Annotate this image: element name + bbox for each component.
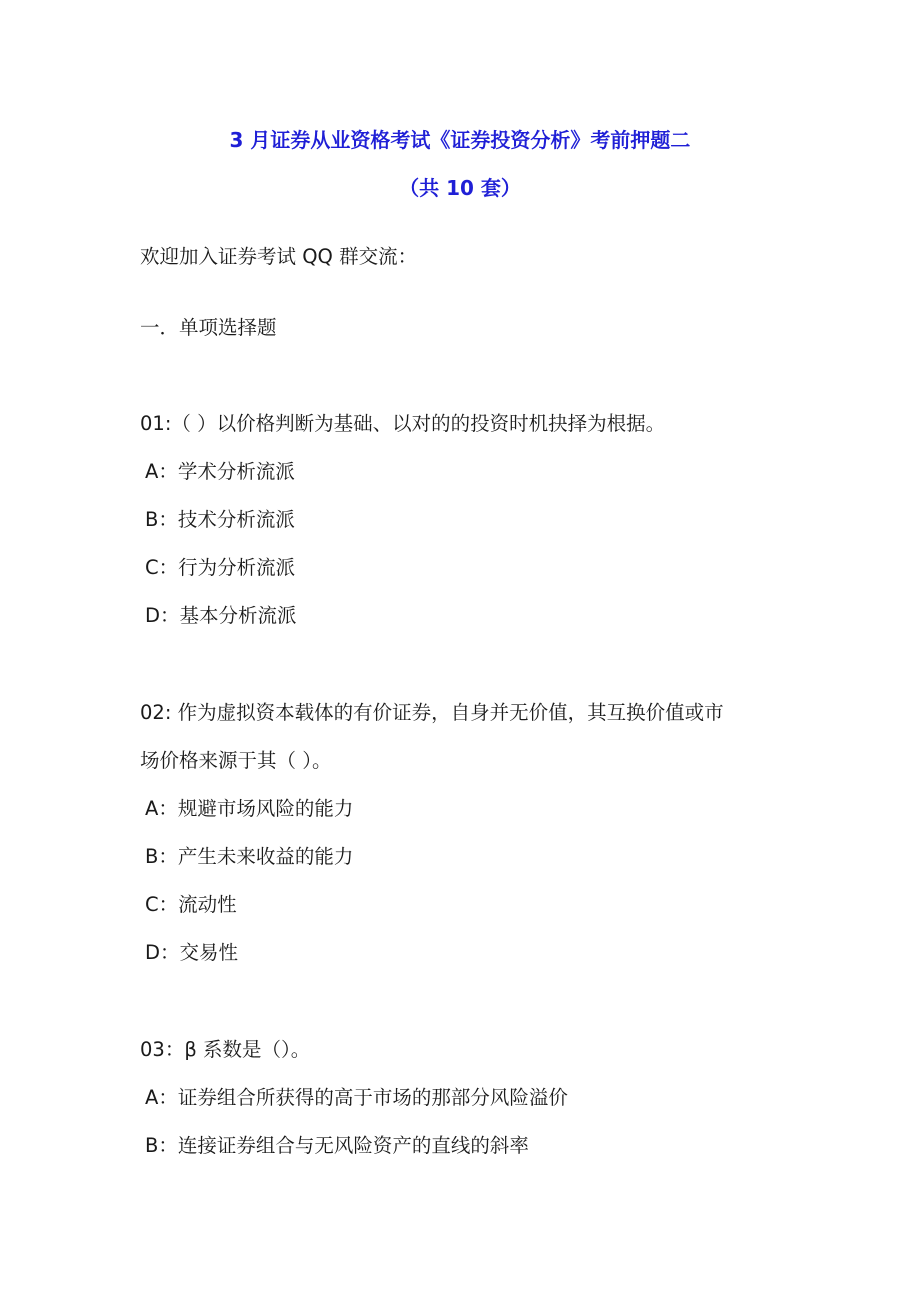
intro-text: 欢迎加入证券考试 QQ 群交流： — [140, 245, 418, 268]
question-stem: 03：β 系数是（）。 — [140, 1038, 311, 1061]
document-title: 3 月证券从业资格考试《证券投资分析》考前押题二 — [229, 128, 691, 152]
question-stem-continued: 场价格来源于其（ ）。 — [140, 749, 332, 772]
question-option: B：技术分析流派 — [145, 508, 295, 531]
document-subtitle: （共 10 套） — [399, 176, 521, 200]
question-option: B：产生未来收益的能力 — [145, 845, 354, 868]
question-option: D：基本分析流派 — [145, 604, 297, 627]
question-option: D：交易性 — [145, 941, 239, 964]
question-option: B：连接证券组合与无风险资产的直线的斜率 — [145, 1134, 529, 1157]
question-option: C：行为分析流派 — [145, 556, 296, 579]
question-option: A：证券组合所获得的高于市场的那部分风险溢价 — [145, 1086, 568, 1109]
question-option: A：规避市场风险的能力 — [145, 797, 354, 820]
question-stem: 01:（ ）以价格判断为基础、以对的的投资时机抉择为根据。 — [140, 412, 666, 435]
question-option: C：流动性 — [145, 893, 237, 916]
question-stem: 02: 作为虚拟资本载体的有价证券，自身并无价值，其互换价值或市 — [140, 701, 724, 724]
section-heading: 一．单项选择题 — [140, 316, 277, 339]
question-option: A：学术分析流派 — [145, 460, 295, 483]
